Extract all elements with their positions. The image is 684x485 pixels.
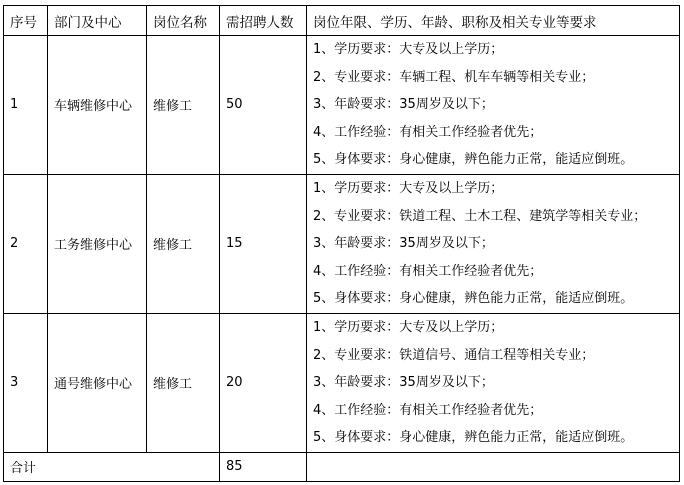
requirement-experience: 4、工作经验：有相关工作经验者优先； bbox=[313, 124, 543, 140]
row-position: 维修工 bbox=[147, 36, 220, 175]
row-position: 维修工 bbox=[147, 174, 220, 313]
header-department: 部门及中心 bbox=[48, 6, 147, 36]
row-requirements bbox=[307, 36, 680, 175]
table-row bbox=[4, 174, 680, 313]
header-count: 需招聘人数 bbox=[220, 6, 307, 36]
requirement-experience: 4、工作经验：有相关工作经验者优先； bbox=[313, 402, 543, 418]
requirement-education: 1、学历要求：大专及以上学历； bbox=[313, 319, 504, 335]
row-department: 工务维修中心 bbox=[48, 174, 147, 313]
row-position: 维修工 bbox=[147, 313, 220, 452]
requirement-education: 1、学历要求：大专及以上学历； bbox=[313, 42, 504, 57]
total-row bbox=[4, 452, 680, 481]
row-requirements bbox=[307, 313, 680, 452]
row-count: 50 bbox=[220, 36, 307, 175]
recruitment-table bbox=[3, 5, 680, 482]
header-index: 序号 bbox=[4, 6, 48, 36]
requirement-health: 5、身体要求：身心健康，辨色能力正常，能适应倒班。 bbox=[313, 430, 634, 446]
row-index: 2 bbox=[4, 174, 48, 313]
requirement-age: 3、年龄要求：35周岁及以下； bbox=[313, 375, 494, 391]
header-requirements: 岗位年限、学历、年龄、职称及相关专业等要求 bbox=[307, 6, 680, 36]
row-count: 20 bbox=[220, 313, 307, 452]
requirement-major: 2、专业要求：车辆工程、机车车辆等相关专业； bbox=[313, 69, 595, 85]
requirement-experience: 4、工作经验：有相关工作经验者优先； bbox=[313, 263, 543, 279]
requirement-health: 5、身体要求：身心健康，辨色能力正常，能适应倒班。 bbox=[313, 291, 634, 307]
row-count: 15 bbox=[220, 174, 307, 313]
requirement-major: 2、专业要求：铁道信号、通信工程等相关专业； bbox=[313, 347, 595, 363]
table-row bbox=[4, 36, 680, 175]
header-row bbox=[4, 6, 680, 36]
row-index: 3 bbox=[4, 313, 48, 452]
row-index: 1 bbox=[4, 36, 48, 175]
requirement-age: 3、年龄要求：35周岁及以下； bbox=[313, 97, 494, 113]
requirement-health: 5、身体要求：身心健康，辨色能力正常，能适应倒班。 bbox=[313, 152, 634, 168]
row-department: 通号维修中心 bbox=[48, 313, 147, 452]
table-row bbox=[4, 313, 680, 452]
header-position: 岗位名称 bbox=[147, 6, 220, 36]
requirement-education: 1、学历要求：大专及以上学历； bbox=[313, 180, 504, 196]
total-count: 85 bbox=[220, 452, 307, 481]
requirement-age: 3、年龄要求：35周岁及以下； bbox=[313, 236, 494, 252]
row-department: 车辆维修中心 bbox=[48, 36, 147, 175]
row-requirements bbox=[307, 174, 680, 313]
total-label: 合计 bbox=[4, 452, 220, 481]
requirement-major: 2、专业要求：铁道工程、土木工程、建筑学等相关专业； bbox=[313, 208, 647, 224]
total-empty bbox=[307, 452, 680, 481]
